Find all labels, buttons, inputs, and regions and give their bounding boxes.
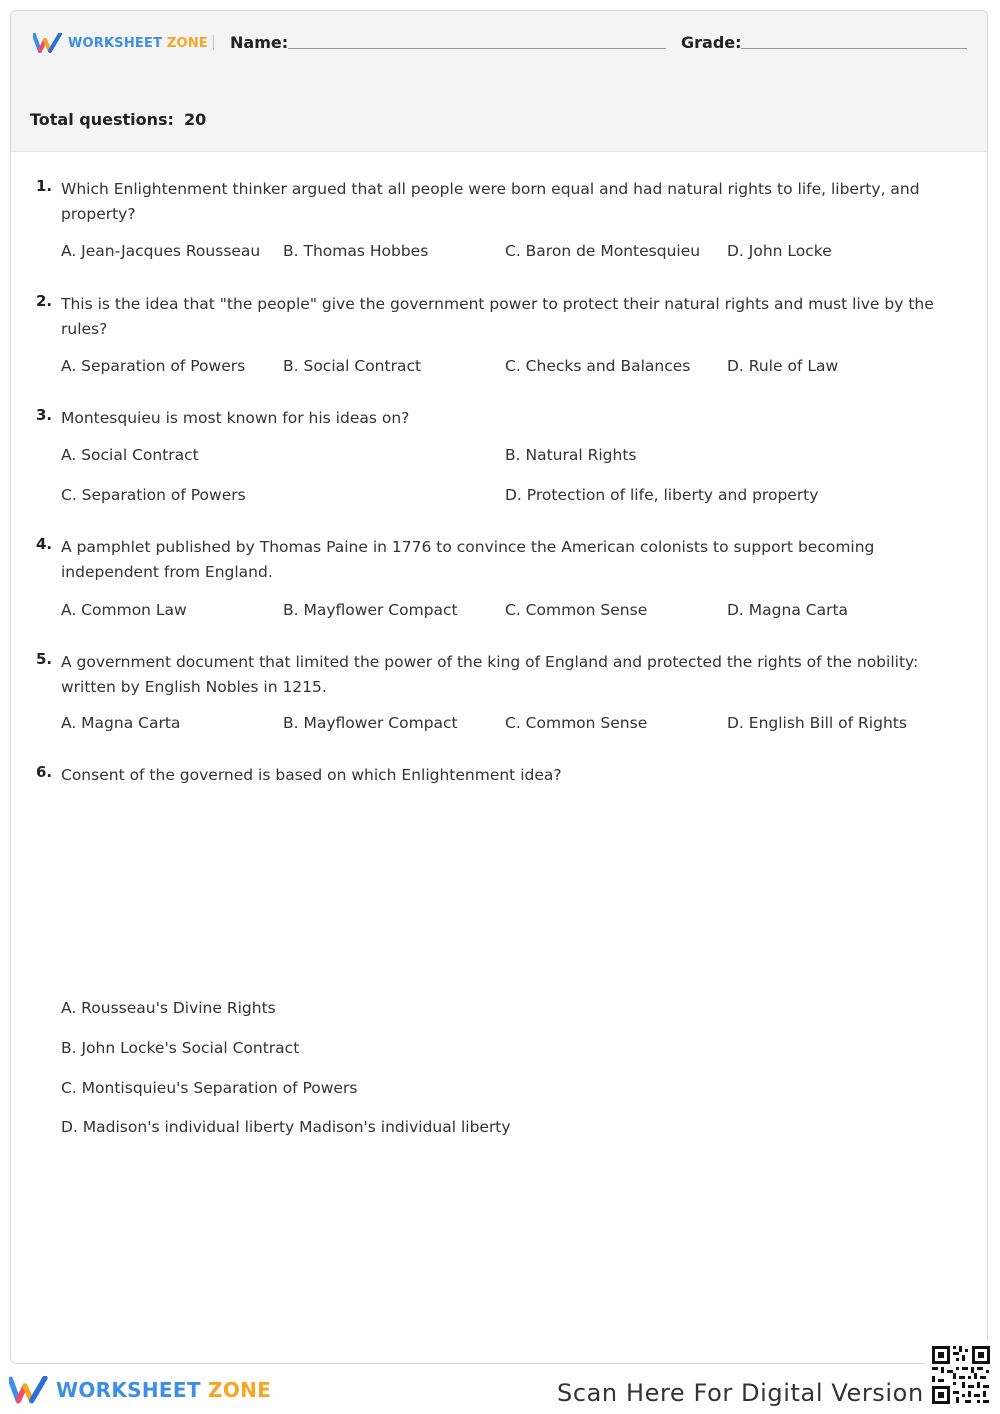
option-a[interactable]: A. Rousseau's Divine Rights <box>61 999 276 1017</box>
option-a[interactable]: A. Jean-Jacques Rousseau <box>61 242 261 260</box>
option-b[interactable]: B. Mayflower Compact <box>283 601 458 619</box>
worksheet-footer <box>0 1364 1000 1414</box>
worksheet-header <box>11 11 987 152</box>
question-text: A pamphlet published by Thomas Paine in 1776 to convince the American colonists to support becoming independent from England. <box>61 538 875 581</box>
logo-w-icon <box>33 33 63 53</box>
total-questions <box>30 110 206 129</box>
option-d[interactable]: D. English Bill of Rights <box>727 714 907 732</box>
option-a[interactable]: A. Common Law <box>61 601 187 619</box>
option-a[interactable]: A. Social Contract <box>61 446 199 464</box>
question-number: 3. <box>36 406 53 424</box>
name-field[interactable] <box>288 48 666 49</box>
grade-label: Grade: <box>681 33 742 52</box>
question-number: 1. <box>36 177 53 195</box>
grade-field[interactable] <box>741 48 967 49</box>
option-c[interactable]: C. Separation of Powers <box>61 486 246 504</box>
option-d[interactable]: D. Madison's individual liberty Madison's individual liberty <box>61 1118 511 1136</box>
option-c[interactable]: C. Montisquieu's Separation of Powers <box>61 1079 358 1097</box>
option-a[interactable]: A. Magna Carta <box>61 714 181 732</box>
question-number: 6. <box>36 763 53 781</box>
question-text: A government document that limited the power of the king of England and protected the rights of the nobility: written by English Nobles in 1215. <box>61 653 919 696</box>
option-b[interactable]: B. Natural Rights <box>505 446 637 464</box>
option-c[interactable]: C. Baron de Montesquieu <box>505 242 701 260</box>
option-c[interactable]: C. Common Sense <box>505 714 648 732</box>
option-a[interactable]: A. Separation of Powers <box>61 357 246 375</box>
header-divider <box>213 35 214 50</box>
option-d[interactable]: D. Rule of Law <box>727 357 839 375</box>
question-number: 5. <box>36 650 53 668</box>
question-text: Montesquieu is most known for his ideas on? <box>61 409 410 427</box>
option-b[interactable]: B. Social Contract <box>283 357 422 375</box>
option-b[interactable]: B. Thomas Hobbes <box>283 242 429 260</box>
option-c[interactable]: C. Checks and Balances <box>505 357 691 375</box>
scan-instruction: Scan Here For Digital Version <box>557 1379 924 1407</box>
option-d[interactable]: D. John Locke <box>727 242 832 260</box>
worksheet-page <box>10 10 988 1364</box>
option-d[interactable]: D. Protection of life, liberty and property <box>505 486 819 504</box>
question-number: 4. <box>36 535 53 553</box>
question-number: 2. <box>36 292 53 310</box>
brand-name: WORKSHEET ZONE <box>56 1378 272 1402</box>
worksheet-zone-logo-large <box>9 1376 271 1404</box>
logo-w-icon <box>9 1376 49 1404</box>
question-text: This is the idea that "the people" give the government power to protect their natural rights and must live by the rules? <box>61 295 934 338</box>
name-label: Name: <box>230 33 289 52</box>
total-questions-value: 20 <box>183 110 207 129</box>
worksheet-zone-logo <box>33 33 208 53</box>
qr-code-icon[interactable] <box>926 1340 996 1410</box>
question-text: Which Enlightenment thinker argued that all people were born equal and had natural rights to life, liberty, and property? <box>61 180 920 223</box>
option-b[interactable]: B. John Locke's Social Contract <box>61 1039 300 1057</box>
total-questions-label: Total questions: <box>30 110 174 129</box>
option-c[interactable]: C. Common Sense <box>505 601 648 619</box>
option-d[interactable]: D. Magna Carta <box>727 601 849 619</box>
option-b[interactable]: B. Mayflower Compact <box>283 714 458 732</box>
question-text: Consent of the governed is based on which Enlightenment idea? <box>61 766 562 784</box>
brand-name: WORKSHEET ZONE <box>68 35 208 51</box>
